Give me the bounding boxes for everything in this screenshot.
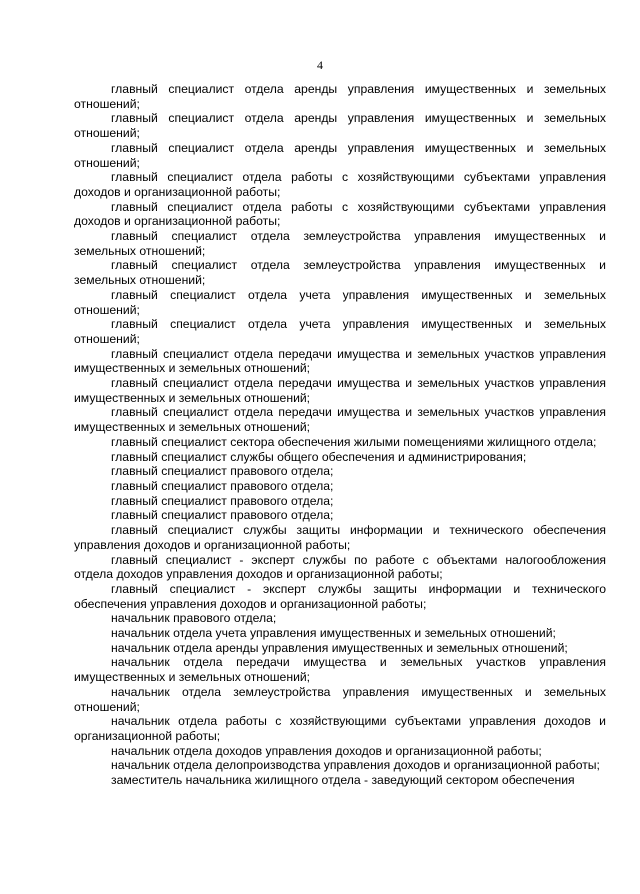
paragraph: главный специалист правового отдела; [111, 478, 334, 493]
paragraph: главный специалист службы защиты информации и технического обеспечения управления доходов и организационной работы; [74, 523, 606, 552]
paragraph: главный специалист правового отдела; [111, 508, 334, 523]
paragraph: начальник отдела передачи имущества и земельных участков управления имущественных и земельных отношений; [74, 655, 606, 685]
paragraph: главный специалист отдела учета управления имущественных и земельных отношений; [74, 287, 606, 317]
paragraph: главный специалист отдела аренды управления имущественных и земельных отношений; [74, 111, 606, 141]
paragraph: начальник отдела аренды управления имущественных и земельных отношений; [111, 640, 568, 655]
paragraph: начальник отдела делопроизводства управления доходов и организационной работы; [111, 758, 600, 773]
paragraph: главный специалист отдела учета управления имущественных и земельных отношений; [74, 317, 606, 346]
page-number: 4 [317, 58, 323, 72]
paragraph: начальник отдела учета управления имущественных и земельных отношений; [111, 626, 556, 641]
paragraph: главный специалист отдела аренды управления имущественных и земельных отношений; [74, 140, 606, 170]
paragraph: главный специалист отдела землеустройства управления имущественных и земельных отношений; [74, 258, 606, 288]
paragraph: начальник отдела доходов управления доходов и организационной работы; [111, 743, 542, 758]
paragraph: заместитель начальника жилищного отдела - заведующий сектором обеспечения [111, 773, 575, 788]
paragraph: главный специалист отдела аренды управления имущественных и земельных отношений; [74, 82, 606, 111]
paragraph: главный специалист - эксперт службы защиты информации и технического обеспечения управления доходов и организационной работы; [74, 581, 606, 611]
paragraph: главный специалист правового отдела; [111, 493, 334, 508]
paragraph: начальник отдела землеустройства управления имущественных и земельных отношений; [74, 684, 606, 714]
paragraph: главный специалист отдела землеустройства управления имущественных и земельных отношений; [74, 229, 606, 258]
paragraph: главный специалист отдела передачи имущества и земельных участков управления имущественных и земельных отношений; [74, 376, 606, 405]
document-body [74, 82, 606, 788]
paragraph: главный специалист сектора обеспечения жилыми помещениями жилищного отдела; [111, 434, 597, 449]
paragraph: главный специалист - эксперт службы по работе с объектами налогообложения отдела доходов управления доходов и организационной работы; [74, 552, 606, 582]
paragraph: главный специалист отдела работы с хозяйствующими субъектами управления доходов и организационной работы; [74, 199, 606, 229]
paragraph: главный специалист отдела передачи имущества и земельных участков управления имущественных и земельных отношений; [74, 405, 606, 435]
paragraph: начальник правового отдела; [111, 611, 277, 626]
paragraph: главный специалист правового отдела; [111, 464, 334, 479]
paragraph: главный специалист отдела работы с хозяйствующими субъектами управления доходов и организационной работы; [74, 170, 606, 199]
paragraph: главный специалист отдела передачи имущества и земельных участков управления имущественных и земельных отношений; [74, 346, 606, 376]
paragraph: главный специалист службы общего обеспечения и администрирования; [111, 449, 527, 464]
paragraph: начальник отдела работы с хозяйствующими субъектами управления доходов и организационной работы; [74, 714, 606, 743]
